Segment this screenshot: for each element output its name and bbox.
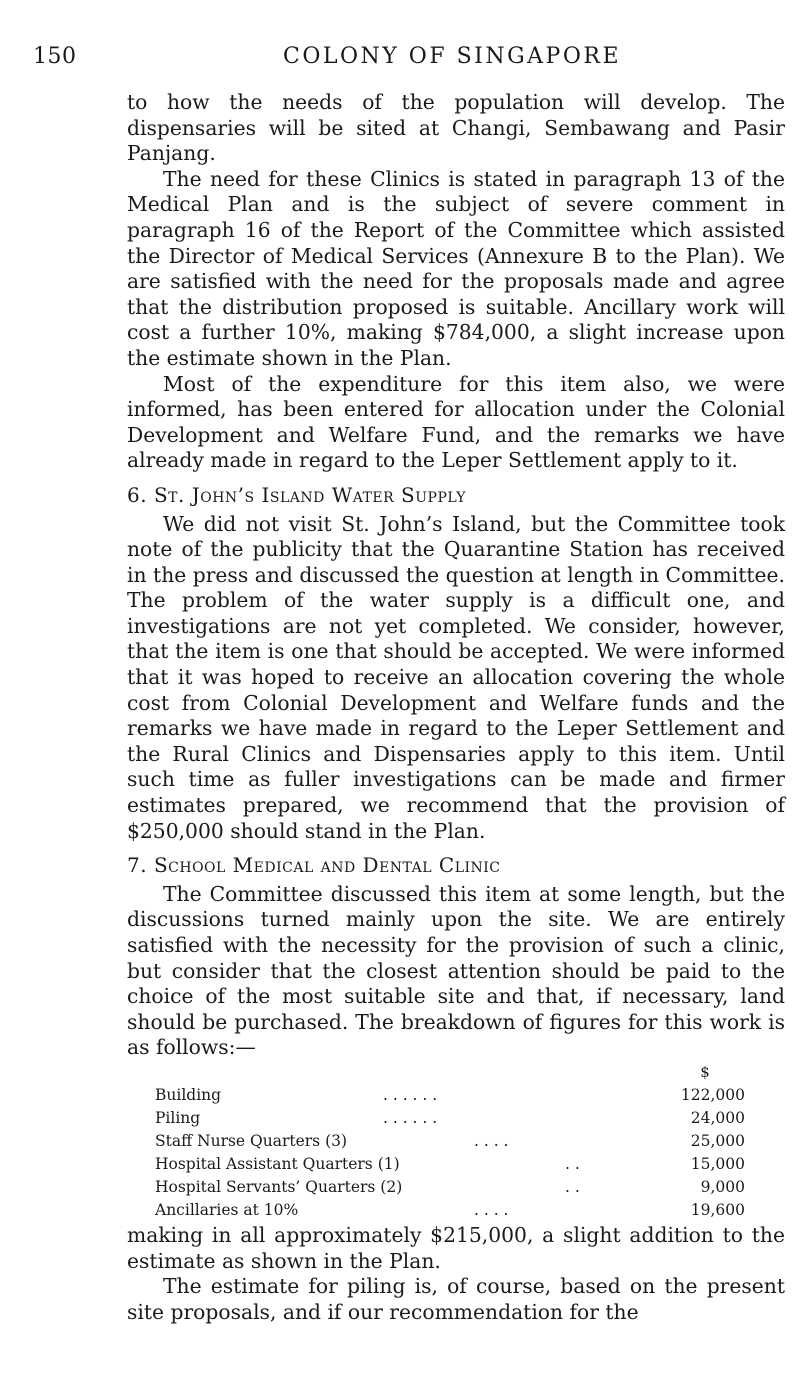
section-heading-7 — [127, 853, 785, 879]
section-heading-6 — [127, 483, 785, 509]
leader-dots: . . — [565, 1177, 580, 1196]
currency-header-row — [155, 1061, 745, 1084]
row-amount: 15,000 — [690, 1154, 745, 1173]
paragraph: making in all approximately $215,000, a slight addition to the estimate as shown in the Plan. — [127, 1222, 785, 1273]
leader-dots: . . — [565, 1154, 580, 1173]
currency-symbol: $ — [700, 1062, 710, 1081]
table-row — [155, 1084, 745, 1107]
table-row — [155, 1130, 745, 1153]
running-title: COLONY OF SINGAPORE — [283, 44, 622, 69]
section-number: 7. — [127, 853, 148, 878]
row-label: Ancillaries at 10% — [155, 1200, 299, 1219]
row-amount: 19,600 — [690, 1200, 745, 1219]
section-title: St. John’s Island Water Supply — [153, 482, 467, 507]
paragraph: The Committee discussed this item at some length, but the discussions turned mainly upon the site. We are entirely satisfied with the necessity for the provision of such a clinic, but consider that the closest attention should be paid to the choice of the most suitable site and that, if necessary, land should be purchased. The breakdown of figures for this work is as follows:— — [127, 881, 785, 1060]
cost-breakdown-table — [127, 1061, 785, 1223]
leader-dots: . . . . — [474, 1200, 509, 1219]
table-row — [155, 1199, 745, 1222]
row-label: Staff Nurse Quarters (3) — [155, 1131, 348, 1150]
row-label: Hospital Servants’ Quarters (2) — [155, 1177, 403, 1196]
row-label: Building — [155, 1085, 222, 1104]
paragraph: The estimate for piling is, of course, based on the present site proposals, and if our recommendation for the — [127, 1274, 785, 1324]
row-label: Hospital Assistant Quarters (1) — [155, 1154, 400, 1173]
section-number: 6. — [127, 482, 148, 507]
row-amount: 24,000 — [690, 1108, 745, 1127]
leader-dots: . . . . — [474, 1131, 509, 1150]
table-row — [155, 1107, 745, 1130]
row-label: Piling — [155, 1108, 201, 1127]
page-number: 150 — [33, 44, 77, 69]
paragraph: to how the needs of the population will develop. The dispensaries will be sited at Changi, Sembawang and Pasir Panjang. — [127, 90, 785, 166]
paragraph: We did not visit St. John’s Island, but the Committee took note of the publicity that the Quarantine Station has received in the press and discussed the question at length in Committee. The problem of the water supply is a difficult one, and investigations are not yet completed. We consider, however, that the item is one that should be accepted. We were informed that it was hoped to receive an allocation covering the whole cost from Colonial Development and Welfare funds and the remarks we have made in regard to the Leper Settlement and the Rural Clinics and Dispensaries apply to this item. Until such time as fuller investigations can be made and firmer estimates prepared, we recommend that the provision of $250,000 should stand in the Plan. — [127, 511, 785, 843]
row-amount: 122,000 — [680, 1085, 745, 1104]
leader-dots: . . . . . . — [383, 1108, 438, 1127]
page-body — [127, 90, 785, 1325]
paragraph: The need for these Clinics is stated in paragraph 13 of the Medical Plan and is the subject of severe comment in paragraph 16 of the Report of the Committee which assisted the Director of Medical Services (Annexure B to the Plan). We are satisfied with the need for the proposals made and agree that the distribution proposed is suitable. Ancillary work will cost a further 10%, making $784,000, a slight increase upon the estimate shown in the Plan. — [127, 166, 785, 370]
table-row — [155, 1176, 745, 1199]
row-amount: 9,000 — [700, 1177, 745, 1196]
row-amount: 25,000 — [690, 1131, 745, 1150]
page-header — [0, 44, 801, 84]
paragraph: Most of the expenditure for this item also, we were informed, has been entered for allocation under the Colonial Development and Welfare Fund, and the remarks we have already made in regard to the Leper Settlement apply to it. — [127, 371, 785, 473]
table-row — [155, 1153, 745, 1176]
section-title: School Medical and Dental Clinic — [153, 853, 501, 878]
leader-dots: . . . . . . — [383, 1085, 438, 1104]
